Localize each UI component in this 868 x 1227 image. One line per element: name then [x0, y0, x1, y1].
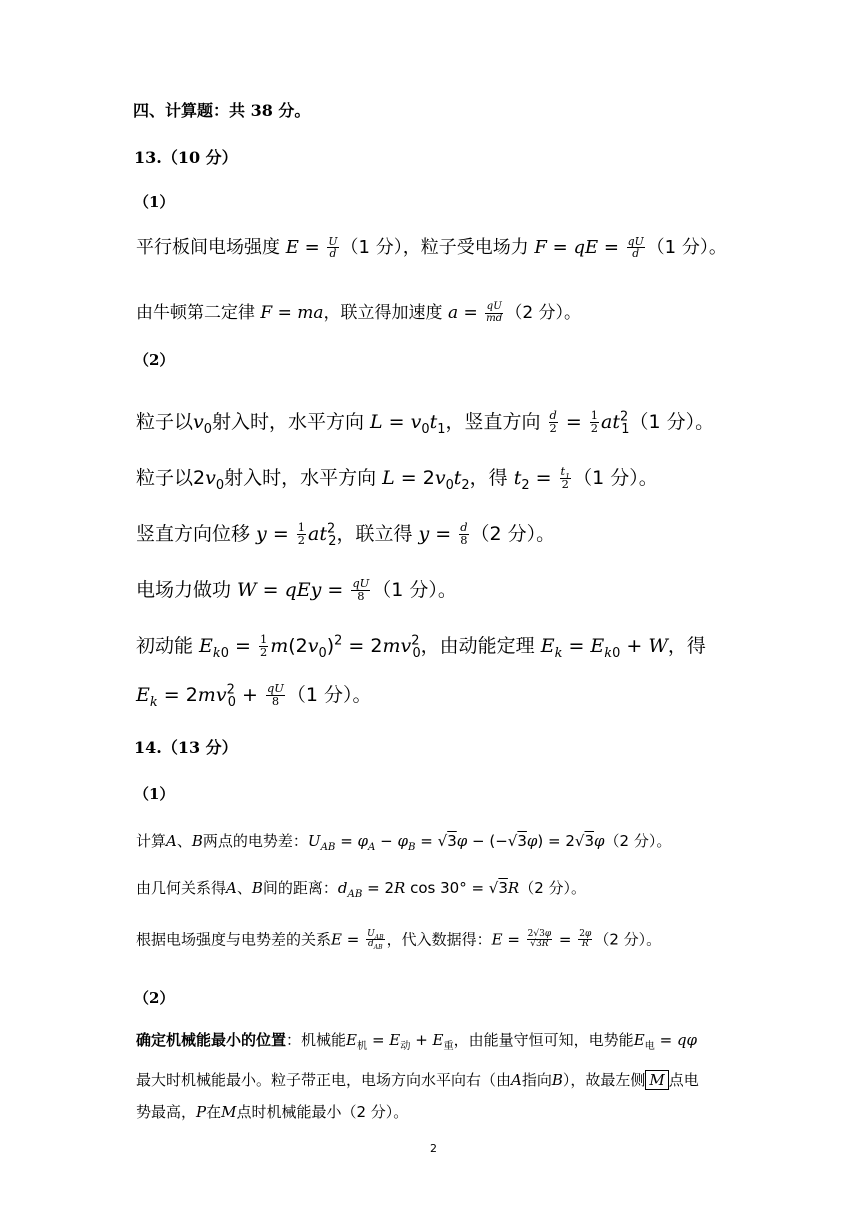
q14-l2-text-a: 由几何关系得	[136, 879, 227, 897]
q13-l7-text-b: ，由动能定理	[420, 634, 541, 657]
q13-line-field-force: 平行板间电场强度 E = $\frac{U}{d}$ （1 分），粒子受电场力 F = qE = $\frac{qU}{d}$ （1 分）。	[136, 235, 727, 261]
q13-l4-text-b: 射入时，水平方向	[224, 466, 383, 489]
q13-l2-text-c: （2 分）。	[505, 303, 582, 324]
q13-l6-text-a: 电场力做功	[136, 578, 238, 601]
q14-l6-text-c: 点时机械能最小（2 分）。	[236, 1103, 409, 1121]
q13-line-work: 电场力做功 W = qEy = $\frac{qU}{8}$ （1 分）。	[136, 576, 457, 603]
q14-l5-text-d: 点电	[668, 1071, 699, 1089]
q14-l5-text-c: ），故最左侧	[562, 1071, 646, 1089]
q13-line-kinetic-energy: 初动能 $E_{k0}$ = $\frac{1}{2}$ $m(2v_0)^2 = 2mv^2_0$，由动能定理 $E_k = E_{k0} + W$，得	[136, 632, 706, 661]
q14-line-field-direction: 最大时机械能最小。粒子带正电，电场方向水平向右（由A指向B），故最左侧 M 点电	[136, 1071, 699, 1089]
q13-l4-text-a: 粒子以	[136, 466, 194, 489]
q13-l1-text-c: （1 分）。	[646, 236, 727, 258]
q13-l3-text-d: （1 分）。	[629, 410, 715, 433]
q13-l5-text-b: ，联立得	[336, 522, 419, 545]
q13-l2-text-a: 由牛顿第二定律	[136, 303, 261, 324]
q14-line-field-strength: 根据电场强度与电势差的关系E = $\frac{U_{AB}}{d_{AB}}$ ，代入数据得：E = $\frac{2√3\varphi}{√3R}$ = $\frac{2\varphi}{R}$ （2 分）。	[136, 929, 662, 952]
q14-l3-text-c: （2 分）。	[594, 930, 662, 949]
q14-l2-text-c: 间的距离：	[262, 879, 338, 897]
q13-l2-text-b: ，联立得加速度	[323, 303, 448, 324]
q13-l4-text-d: （1 分）。	[573, 466, 658, 489]
q13-line-final-energy: $E_k = 2mv^2_0$ + $\frac{qU}{8}$ （1 分）。	[136, 681, 372, 710]
q13-l5-text-a: 竖直方向位移	[136, 522, 257, 545]
q14-line-conclusion: 势最高，P在M点时机械能最小（2 分）。	[136, 1103, 409, 1121]
q14-l1-text-a: 计算	[136, 832, 167, 850]
q14-part2-label: （2）	[134, 989, 175, 1007]
q14-l5-text-b: 指向	[521, 1071, 552, 1089]
q13-part2-label: （2）	[134, 351, 175, 369]
q14-title: 14.（13 分）	[134, 738, 238, 757]
q13-line-v0-entry: 粒子以$v_0$射入时，水平方向 $L = v_0t_1$，竖直方向 $\frac{d}{2}$ = $\frac{1}{2}$ $at^2_1(1$ 分）。	[136, 408, 715, 437]
q13-l8-text-b: （1 分）。	[286, 683, 372, 706]
q14-l2-text-d: （2 分）。	[519, 879, 587, 897]
q13-l3-text-b: 射入时，水平方向	[211, 410, 371, 433]
q13-l4-text-c: ，得	[469, 466, 514, 489]
q13-l3-text-a: 粒子以	[136, 410, 194, 433]
q14-l6-text-b: 在	[206, 1103, 222, 1121]
q14-l1-text-c: 两点的电势差：	[202, 832, 308, 850]
q14-part1-label: （1）	[134, 785, 175, 803]
q13-l1-text-b: （1 分），粒子受电场力	[340, 236, 535, 258]
q14-l3-text-a: 根据电场强度与电势差的关系	[136, 930, 332, 949]
q14-l2-text-b: 、	[236, 879, 252, 897]
q13-line-2v0-entry: 粒子以$2v_0$射入时，水平方向 $L = 2v_0t_2$，得 $t_2$ = $\frac{t_1}{2}$ （1 分）。	[136, 464, 658, 493]
q14-l4-text-a: ：机械能	[286, 1031, 347, 1049]
q13-l6-text-b: （1 分）。	[372, 578, 457, 601]
q14-line-distance: 由几何关系得A、B间的距离：$d_{AB} = 2R$ cos 30° = √3R（2 分）。	[136, 879, 587, 900]
q13-l7-text-a: 初动能	[136, 634, 200, 657]
q14-line-potential-difference: 计算A、B两点的电势差：$U_{AB} = \varphi_A - \varphi_B = √3\varphi - (-√3\varphi) = 2√3\varphi(2$ 分）。	[136, 832, 672, 853]
q13-l1-text-a: 平行板间电场强度	[136, 236, 286, 258]
q13-l5-text-c: （2 分）。	[470, 522, 556, 545]
q14-line-mechanical-energy: 确定机械能最小的位置：机械能$E_机 = E_动 + E_重$，由能量守恒可知，电势能$E_电 = q\varphi$	[136, 1031, 698, 1052]
q14-l1-text-d: （2 分）。	[604, 832, 672, 850]
q14-l4-bold-text: 确定机械能最小的位置	[136, 1031, 287, 1049]
section-heading: 四、计算题：共 38 分。	[133, 101, 311, 120]
q14-l6-text-a: 势最高，	[136, 1103, 197, 1121]
q13-title: 13.（10 分）	[134, 148, 238, 167]
q14-l5-text-a: 最大时机械能最小。粒子带正电，电场方向水平向右（由	[136, 1071, 512, 1089]
q13-l3-text-c: ，竖直方向	[445, 410, 547, 433]
page-number: 2	[430, 1142, 437, 1155]
q13-line-acceleration: 由牛顿第二定律 F = ma，联立得加速度 a = $\frac{qU}{md}$ （2 分）。	[136, 301, 582, 324]
q14-l1-text-b: 、	[176, 832, 192, 850]
q13-line-vertical-displacement: 竖直方向位移 y = $\frac{1}{2}$ $at^2_2$，联立得 y = $\frac{d}{8}$ （2 分）。	[136, 520, 556, 549]
q13-part1-label: （1）	[134, 193, 175, 211]
q14-l4-text-b: ，由能量守恒可知，电势能	[453, 1031, 634, 1049]
q14-l3-text-b: ，代入数据得：	[386, 930, 492, 949]
q13-l7-text-c: ，得	[667, 634, 706, 657]
